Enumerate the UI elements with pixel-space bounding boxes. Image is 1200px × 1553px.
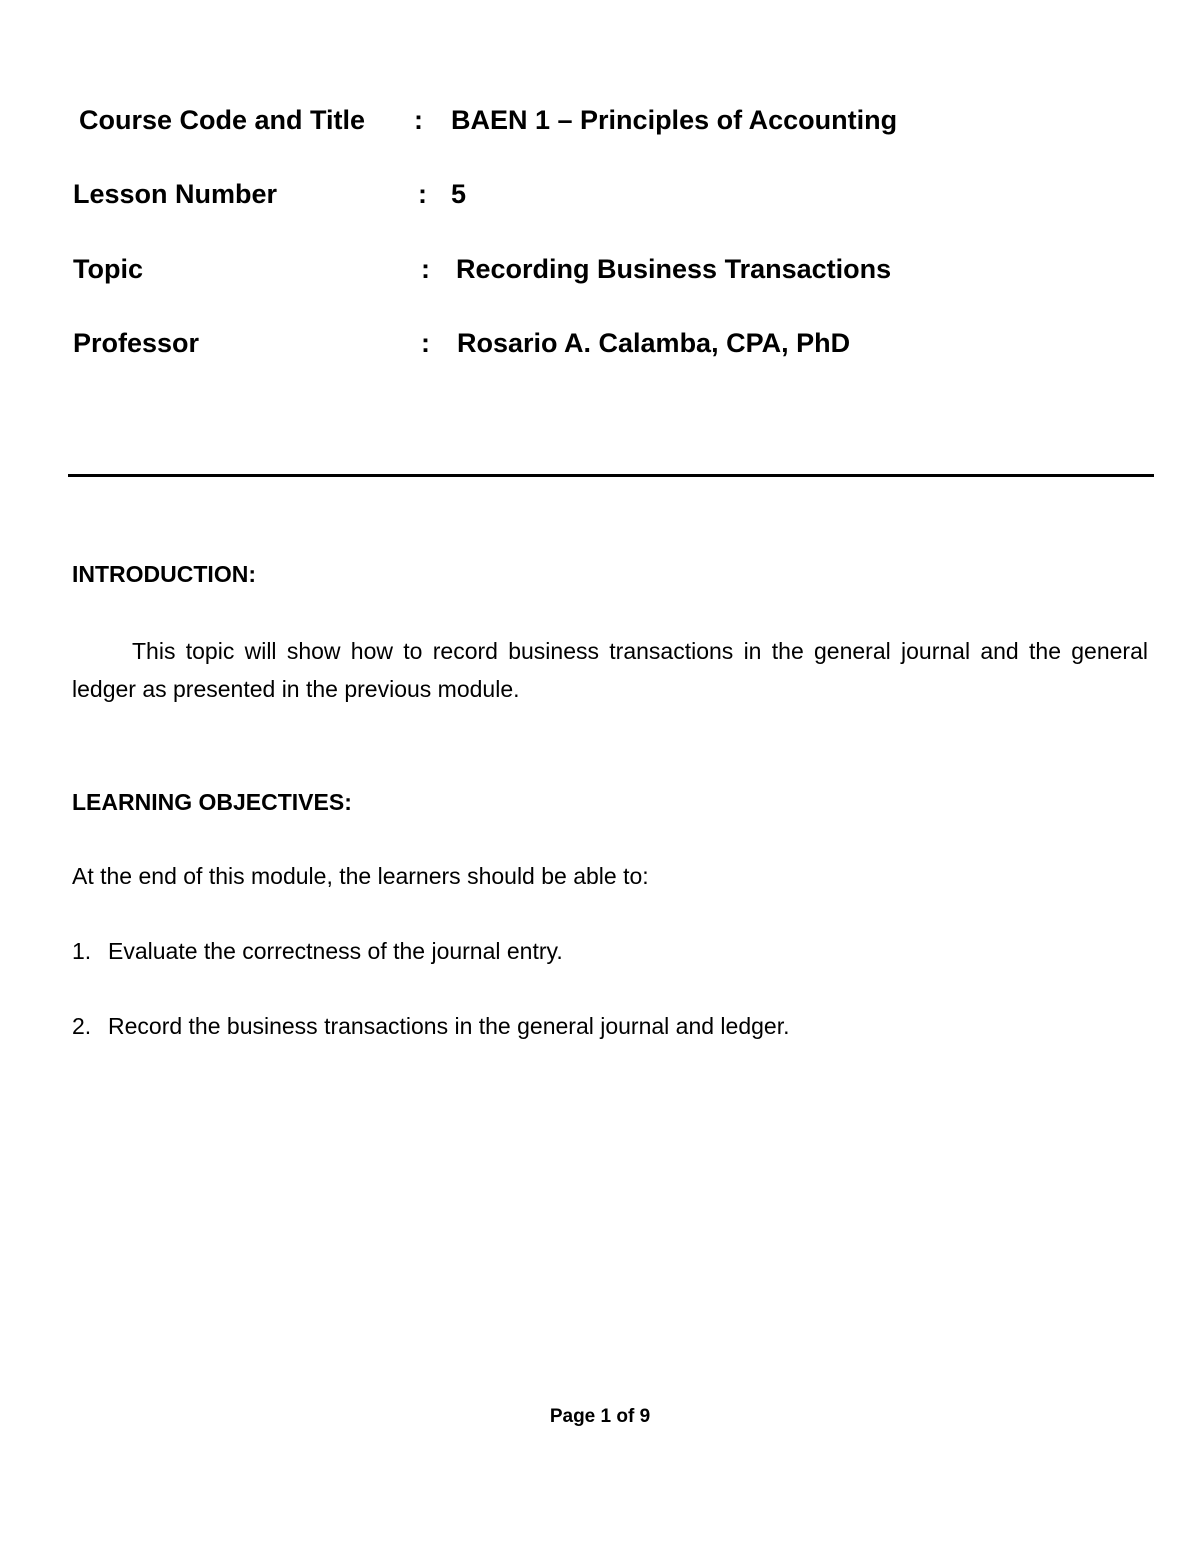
objectives-lead-text: At the end of this module, the learners should be able to: bbox=[72, 863, 649, 889]
professor-colon: : bbox=[421, 328, 430, 358]
objective-number: 2. bbox=[72, 1013, 92, 1039]
lesson-number-value: 5 bbox=[451, 179, 467, 209]
page-number-footer: Page 1 of 9 bbox=[549, 1406, 651, 1427]
course-code-value: BAEN 1 – Principles of Accounting bbox=[451, 105, 898, 135]
topic-colon: : bbox=[421, 254, 430, 284]
topic-value: Recording Business Transactions bbox=[456, 254, 892, 284]
professor-value: Rosario A. Calamba, CPA, PhD bbox=[457, 328, 851, 358]
lesson-number-colon: : bbox=[418, 179, 427, 209]
objective-item-1 bbox=[72, 937, 563, 965]
objective-text: Record the business transactions in the general journal and ledger. bbox=[108, 1013, 790, 1039]
objective-item-2 bbox=[72, 1012, 790, 1040]
introduction-paragraph: This topic will show how to record business transactions in the general journal and the general ledger as presented in the previous module. bbox=[72, 638, 1148, 702]
course-code-colon: : bbox=[414, 105, 423, 135]
course-code-label: Course Code and Title bbox=[79, 105, 366, 135]
lesson-number-label: Lesson Number bbox=[73, 179, 278, 209]
objective-number: 1. bbox=[72, 938, 92, 964]
objective-text: Evaluate the correctness of the journal entry. bbox=[108, 938, 563, 964]
introduction-heading: INTRODUCTION: bbox=[72, 561, 256, 587]
header-divider bbox=[68, 474, 1154, 477]
topic-label: Topic bbox=[73, 254, 143, 284]
professor-label: Professor bbox=[73, 328, 200, 358]
learning-objectives-heading: LEARNING OBJECTIVES: bbox=[72, 789, 352, 815]
